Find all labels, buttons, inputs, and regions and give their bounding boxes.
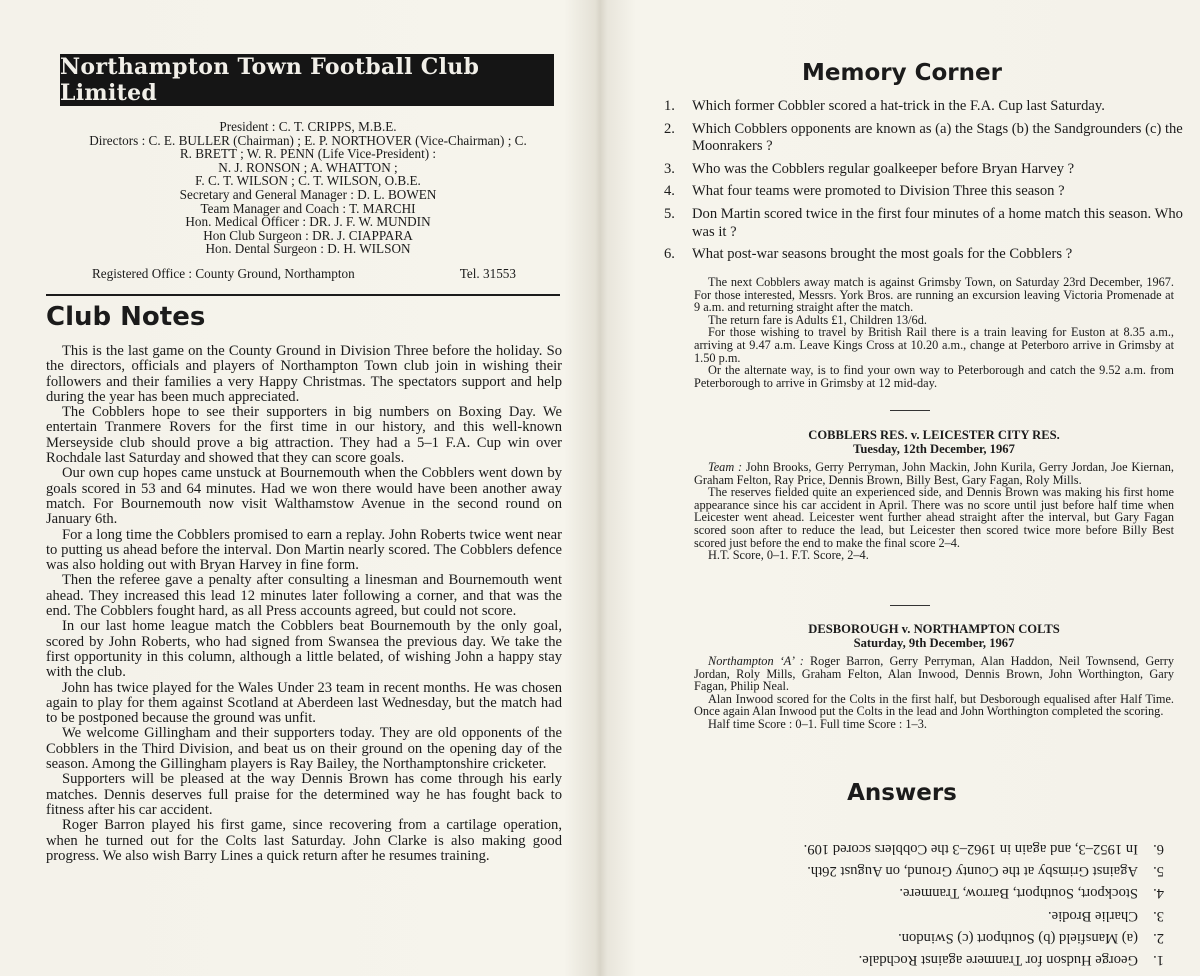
- question-number: 6.: [664, 246, 675, 263]
- answer-number: 1.: [1153, 952, 1164, 968]
- team-line: [694, 655, 1174, 693]
- officials-line: Hon Club Surgeon : DR. J. CIAPPARA: [203, 227, 413, 243]
- question-text: Which former Cobbler scored a hat-trick in the F.A. Cup last Saturday.: [692, 98, 1105, 114]
- answer-number: 4.: [1153, 885, 1164, 902]
- answer-text: (a) Mansfield (b) Southport (c) Swindon.: [898, 929, 1138, 946]
- travel-paragraph: The return fare is Adults £1, Children 13/6d.: [708, 312, 927, 327]
- score-line: Half time Score : 0–1. Full time Score : 1–3.: [708, 716, 927, 731]
- notes-paragraph: John has twice played for the Wales Under 23 team in recent months. He was chosen again to play for them against Scotland at Aberdeen last Wednesday, but the match had to be postponed because the ground was unfit.: [46, 679, 562, 727]
- officials-line: Team Manager and Coach : T. MARCHI: [200, 200, 416, 216]
- notes-paragraph: We welcome Gillingham and their supporters today. They are old opponents of the Cobblers in the Third Division, and beat us on their ground on the opening day of the season. Among the Gillingham players is Ray Bailey, the Northamptonshire cricketer.: [46, 725, 562, 773]
- question-text: What post-war seasons brought the most goals for the Cobblers ?: [692, 246, 1073, 263]
- telephone: Tel. 31553: [459, 266, 516, 281]
- question-text: Don Martin scored twice in the first four minutes of a home match this season. Who was it ?: [692, 205, 1183, 240]
- answer-text: Against Grimsby at the County Ground, on August 26th.: [807, 863, 1138, 880]
- travel-paragraph: Or the alternate way, is to find your own way to Peterborough and catch the 9.52 a.m. from Peterborough to arrive in Grimsby at 12 mid-day.: [694, 363, 1174, 390]
- match-report: [694, 655, 1174, 731]
- question-number: 2.: [664, 120, 675, 137]
- club-masthead: Northampton Town Football Club Limited: [60, 54, 554, 106]
- club-notes-body: [46, 344, 562, 864]
- divider: [46, 294, 560, 296]
- question-text: What four teams were promoted to Division Three this season ?: [692, 183, 1065, 200]
- club-notes-heading: Club Notes: [46, 302, 206, 332]
- quiz-question: [664, 206, 1184, 241]
- notes-paragraph: This is the last game on the County Ground in Division Three before the holiday. So the directors, officials and players of Northampton Town club join in wishing their followers and their families a very Happy Christmas. The spectators support and help during the year has been much appreciated.: [46, 343, 562, 405]
- travel-paragraph: The next Cobblers away match is against Grimsby Town, on Saturday 23rd December, 1967. For those interested, Messrs. York Bros. are running an excursion leaving Victoria Promenade at 9 a.m. and returning straight after the match.: [694, 275, 1174, 315]
- notes-paragraph: Our own cup hopes came unstuck at Bournemouth when the Cobblers went down by goals scored in 53 and 64 minutes. Had we won there would have been another away match. For Bournemouth now visit Walthamstow Avenue in the second round on January 6th.: [46, 465, 562, 528]
- question-text: Who was the Cobblers regular goalkeeper before Bryan Harvey ?: [692, 160, 1075, 177]
- officials-line: Directors : C. E. BULLER (Chairman) ; E. P. NORTHOVER (Vice-Chairman) ; C. R. BRETT ; W. R. PENN (Life Vice-President) :: [89, 132, 527, 162]
- registered-office: Registered Office : County Ground, Northampton: [92, 266, 355, 281]
- divider: [890, 410, 930, 411]
- match-title: COBBLERS RES. v. LEICESTER CITY RES.: [808, 428, 1060, 442]
- answers-heading: Answers: [847, 780, 957, 806]
- question-number: 4.: [664, 183, 675, 200]
- right-page: [604, 0, 1200, 976]
- report-text: The reserves fielded quite an experienced side, and Dennis Brown was making his first home appearance since his car accident in April. There was no score until just before half time when Leicester went ahead. Leicester went further ahead straight after the interval, but Gary Fagan scored soon after to reduce the lead, but Leicester then scored twice more before Billy Best scored just before the end to make the final score 2–4.: [694, 485, 1174, 550]
- answer-item: [724, 950, 1164, 968]
- answer-item: [724, 884, 1164, 902]
- registered-office-line: [92, 266, 516, 282]
- quiz-questions: [664, 98, 1184, 269]
- officials-line: Hon. Dental Surgeon : D. H. WILSON: [205, 241, 411, 257]
- notes-paragraph: The Cobblers hope to see their supporters in big numbers on Boxing Day. We entertain Tranmere Rovers for the first time in our history, and this well-known Merseyside club should prove a big attraction. They had a 5–1 F.A. Cup win over Rochdale last Saturday and showed that they can score goals.: [46, 404, 562, 467]
- team-line: [694, 461, 1174, 486]
- club-officials: [88, 120, 528, 256]
- answer-item: [724, 906, 1164, 924]
- away-travel-notice: [694, 276, 1174, 389]
- divider: [890, 605, 930, 606]
- score-line: H.T. Score, 0–1. F.T. Score, 2–4.: [708, 548, 869, 563]
- memory-corner-heading: Memory Corner: [802, 60, 1002, 86]
- question-number: 3.: [664, 160, 675, 177]
- match-heading: [694, 623, 1174, 650]
- officials-line: F. C. T. WILSON ; C. T. WILSON, O.B.E.: [195, 173, 421, 189]
- answer-item: [724, 862, 1164, 880]
- team-list: Roger Barron, Gerry Perryman, Alan Haddon, Neil Townsend, Gerry Jordan, Roly Mills, Graham Felton, Alan Inwood, Dennis Brown, John Worthington, Gary Fagan, Philip Neal.: [694, 654, 1175, 694]
- quiz-question: [664, 98, 1184, 116]
- quiz-answers-upside-down: [724, 808, 1164, 968]
- answer-item: [724, 928, 1164, 946]
- notes-paragraph: Then the referee gave a penalty after consulting a linesman and Bournemouth went ahead. They increased this lead 12 minutes later following a corner, and that was the end. The Cobblers fought hard, as all Press accounts agreed, but could not score.: [46, 572, 562, 620]
- officials-line: Secretary and General Manager : D. L. BOWEN: [179, 186, 437, 202]
- answer-text: Stockport, Southport, Barrow, Tranmere.: [899, 885, 1138, 902]
- answer-text: George Hudson for Tranmere against Rochdale.: [858, 952, 1138, 968]
- answer-number: 2.: [1153, 929, 1164, 946]
- quiz-question: [664, 183, 1184, 201]
- answer-number: 3.: [1153, 907, 1164, 924]
- match-title: DESBOROUGH v. NORTHAMPTON COLTS: [808, 622, 1060, 636]
- match-heading: [694, 429, 1174, 456]
- team-list: John Brooks, Gerry Perryman, John Mackin, John Kurila, Gerry Jordan, Joe Kiernan, Graham Felton, Ray Price, Dennis Brown, Billy Best, Gary Fagan, Roly Mills.: [694, 460, 1174, 487]
- officials-line: Hon. Medical Officer : DR. J. F. W. MUNDIN: [185, 214, 431, 230]
- question-number: 5.: [664, 205, 675, 222]
- match-report: [694, 461, 1174, 562]
- quiz-question: [664, 246, 1184, 264]
- notes-paragraph: For a long time the Cobblers promised to earn a replay. John Roberts twice went near to putting us ahead before the interval. Don Martin nearly scored. The Cobblers defence was also holding out with Bryan Harvey in fine form.: [46, 526, 562, 574]
- match-date: Tuesday, 12th December, 1967: [853, 441, 1015, 456]
- team-label: Team :: [708, 460, 743, 474]
- quiz-question: [664, 121, 1184, 156]
- answer-text: Charlie Brodie.: [1048, 907, 1138, 924]
- question-number: 1.: [664, 98, 675, 114]
- answer-item: [724, 839, 1164, 857]
- notes-paragraph: Roger Barron played his first game, since recovering from a cartilage operation, when he turned out for the Colts last Saturday. John Clarke is also making good progress. We also wish Barry Lines a quick return after he resumes training.: [46, 817, 562, 864]
- officials-line: President : C. T. CRIPPS, M.B.E.: [219, 119, 397, 134]
- answer-text: In 1952–3, and again in 1962–3 the Cobblers scored 109.: [803, 841, 1138, 858]
- answer-number: 6.: [1153, 841, 1164, 858]
- officials-line: N. J. RONSON ; A. WHATTON ;: [218, 159, 398, 175]
- travel-paragraph: For those wishing to travel by British Rail there is a train leaving for Euston at 8.35 a.m., arriving at 9.47 a.m. Leave Kings Cross at 10.20 a.m., change at Peterboro arrive in Grimsby at 1.50 p.m.: [694, 325, 1174, 365]
- notes-paragraph: Supporters will be pleased at the way Dennis Brown has come through his early matches. Dennis deserves full praise for the determined way he has fought back to fitness after his car accident.: [46, 771, 562, 818]
- team-label: Northampton ‘A’ :: [708, 654, 804, 668]
- question-text: Which Cobblers opponents are known as (a) the Stags (b) the Sandgrounders (c) the Moonrakers ?: [692, 120, 1183, 155]
- report-text: Alan Inwood scored for the Colts in the first half, but Desborough equalised after Half Time. Once again Alan Inwood put the Colts in the lead and John Worthington completed the scoring.: [694, 691, 1174, 719]
- quiz-question: [664, 161, 1184, 179]
- answer-number: 5.: [1153, 863, 1164, 880]
- match-date: Saturday, 9th December, 1967: [853, 635, 1015, 650]
- notes-paragraph: In our last home league match the Cobblers beat Bournemouth by the only goal, scored by John Roberts, who had signed from Swansea the previous day. We take the first opportunity in this column, although a little belated, of wishing John a happy stay with the club.: [46, 618, 562, 681]
